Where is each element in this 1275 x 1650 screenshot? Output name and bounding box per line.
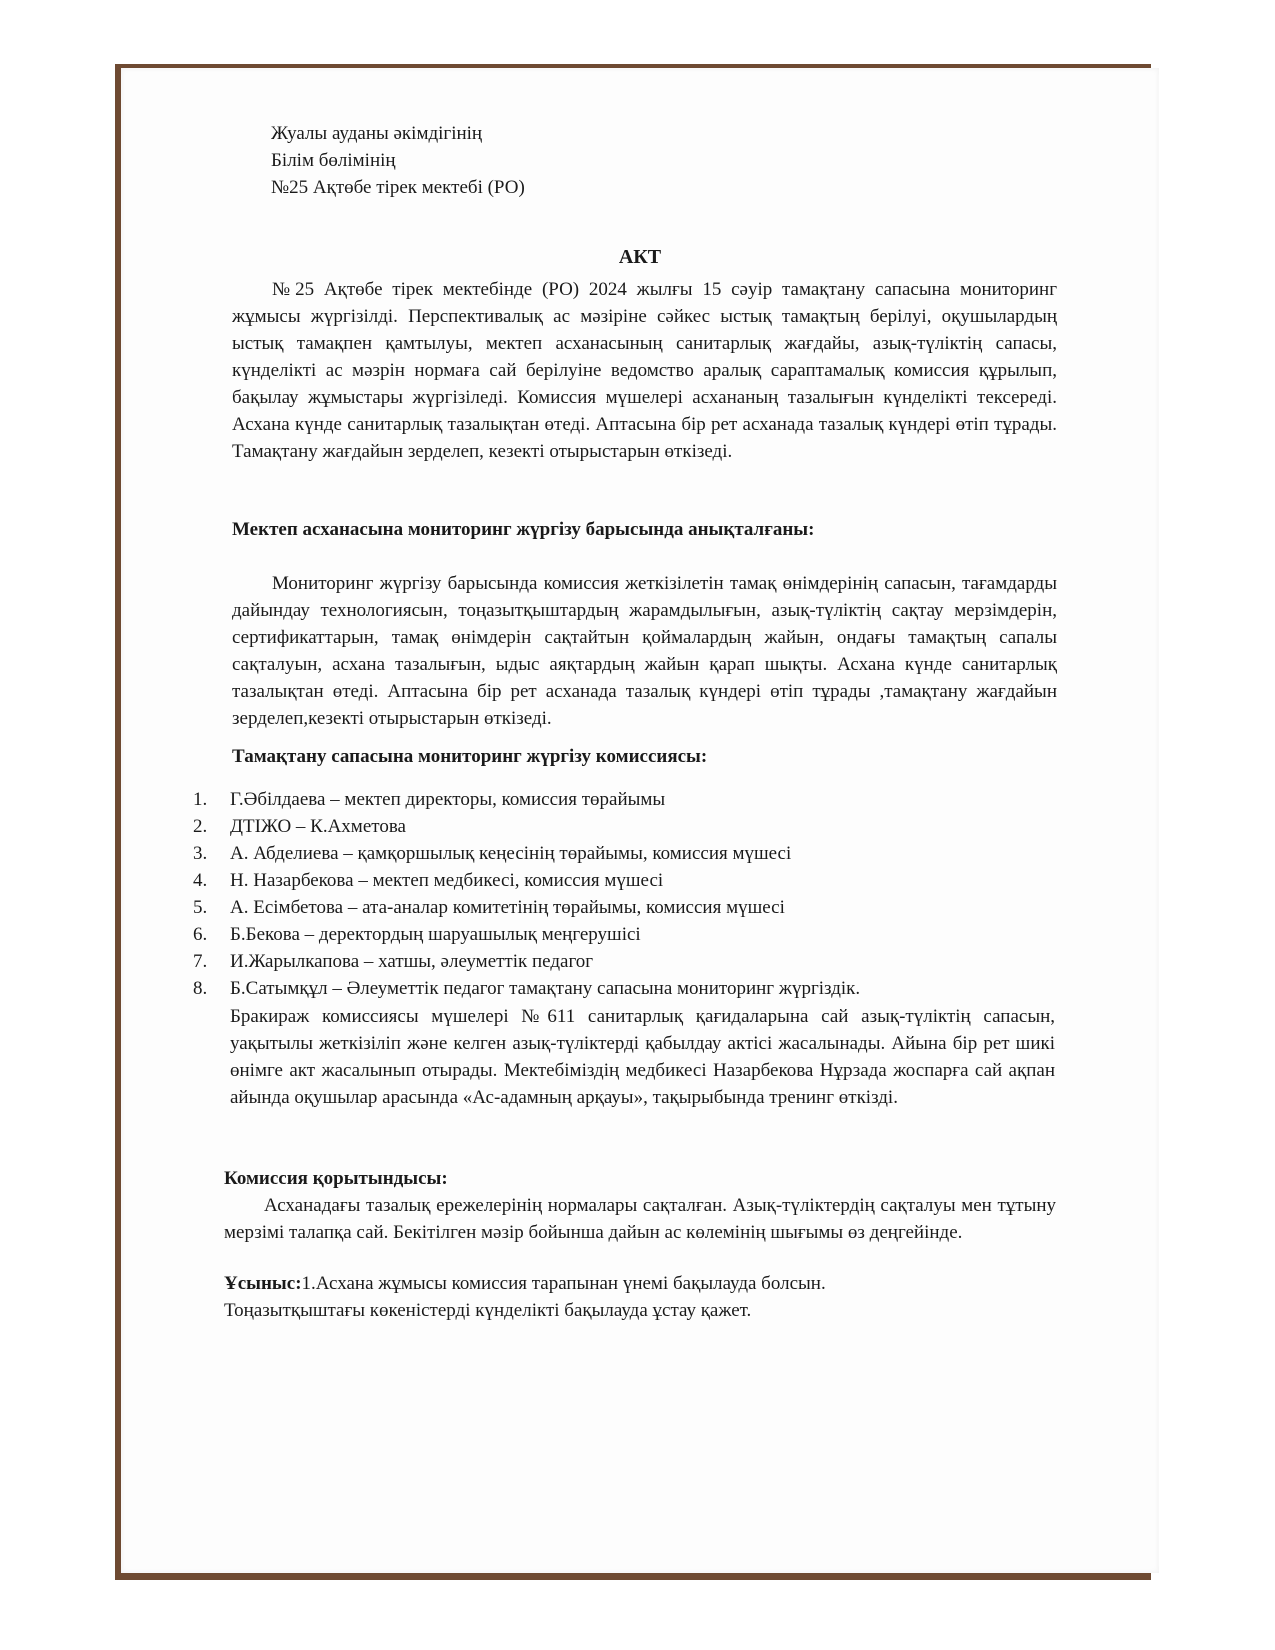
conclusion-paragraph: Асханадағы тазалық ережелерінің нормалары сақталған. Азық-түліктердің сақталуы мен тұтыну мерзімі талапқа сай. Бекітілген мәзір бойынша дайын ас көлемінің шығымы өз деңгейінде. [224,1195,1056,1243]
list-item [193,867,1073,894]
document-title: АКТ [618,246,662,268]
list-item-number: 7. [193,951,208,972]
list-item-text: Б.Бекова – деректордың шаруашылық меңгерушісі [230,924,641,945]
monitoring-paragraph: Мониторинг жүргізу барысында комиссия жеткізілетін тамақ өнімдерінің сапасын, тағамдарды дайындау технологиясын, тоңазытқыштардың жарамдылығын, азық-түліктің сақтау мерзімдерін, сертификаттарын, тамақ өнімдерін сақтайтын қоймалардың жайын, ондағы тамақтың сапалы сақталуын, асхана тазалығын, ыдыс аяқтардың жайын қарап шықты. Асхана күнде санитарлық тазалықтан өтеді. Аптасына бір рет асханада тазалық күндері өтіп тұрады ,тамақтану жағдайын зерделеп,кезекті отырыстарын өткізеді. [232,573,1057,729]
brakerage-paragraph: Бракираж комиссиясы мүшелері №611 санитарлық қағидаларына сай азық-түліктің сапасын, уақытылы жеткізіліп және келген азық-түліктерді қабылдау актісі жасалынады. Айына бір рет шикі өнімге акт жасалынып отырады. Мектебіміздің медбикесі Назарбекова Нұрзада жоспарға сай ақпан айында оқушылар арасында «Ас-адамның арқауы», тақырыбында тренинг өткізді. [230,1006,1055,1108]
list-item [193,840,1073,867]
intro-paragraph: №25 Ақтөбе тірек мектебінде (РО) 2024 жылғы 15 сәуір тамақтану сапасына мониторинг жұмысы жүргізілді. Перспективалық ас мәзіріне сәйкес ыстық тамақтың берілуі, оқушылардың ыстық тамақпен қамтылуы, мектеп асханасының санитарлық жағдайы, азық-түліктің сапасы, күнделікті ас мәзрін нормаға сай берілуіне ведомство аралық сараптамалық комиссия құрылып, бақылау жұмыстары жүргізіледі. Комиссия мүшелері асхананың тазалығын күнделікті тексереді. Асхана күнде санитарлық тазалықтан өтеді. Аптасына бір рет асханада тазалық күндері өтіп тұрады. Тамақтану жағдайын зерделеп, кезекті отырыстарын өткізеді. [232,279,1057,462]
list-item-text: Г.Әбілдаева – мектеп директоры, комиссия төрайымы [230,789,666,810]
list-item [193,786,1073,813]
list-item [193,921,1073,948]
list-item-text: И.Жарылкапова – хатшы, әлеуметтік педагог [230,951,594,972]
header-line-school: №25 Ақтөбе тірек мектебі (РО) [271,177,525,198]
committee-heading: Тамақтану сапасына мониторинг жүргізу комиссиясы: [232,746,708,767]
list-item-number: 1. [193,789,208,810]
monitoring-heading: Мектеп асханасына мониторинг жүргізу барысында анықталғаны: [232,519,815,540]
recommendation-label: Ұсыныс: [224,1273,302,1294]
list-item [193,894,1073,921]
list-item-number: 4. [193,870,208,891]
conclusion-heading: Комиссия қорытындысы: [224,1168,448,1189]
list-item-text: Б.Сатымқұл – Әлеуметтік педагог тамақтану сапасына мониторинг жүргіздік. [230,978,861,999]
list-item [193,813,1073,840]
list-item-text: ДТІЖО – К.Ахметова [230,816,406,837]
list-item [193,948,1073,975]
list-item-number: 8. [193,978,208,999]
list-item-text: А. Абделиева – қамқоршылық кеңесінің төрайымы, комиссия мүшесі [230,843,792,864]
list-item-text: А. Есімбетова – ата-аналар комитетінің төрайымы, комиссия мүшесі [230,897,785,918]
committee-list [193,786,1073,1002]
list-item-number: 2. [193,816,208,837]
document-header [271,120,771,201]
recommendation-text: 1.Асхана жұмысы комиссия тарапынан үнемі бақылауда болсын. [301,1273,826,1294]
list-item-text: Н. Назарбекова – мектеп медбикесі, комиссия мүшесі [230,870,664,891]
list-item-number: 5. [193,897,208,918]
document-page [121,68,1159,1573]
list-item-number: 6. [193,924,208,945]
header-line-district: Жуалы ауданы әкімдігінің [271,123,483,144]
recommendation-line [224,1270,1056,1297]
list-item [193,975,1073,1002]
recommendation-line-2: Тоңазытқыштағы көкеністерді күнделікті бақылауда ұстау қажет. [224,1300,752,1321]
list-item-number: 3. [193,843,208,864]
header-line-department: Білім бөлімінің [271,150,396,171]
